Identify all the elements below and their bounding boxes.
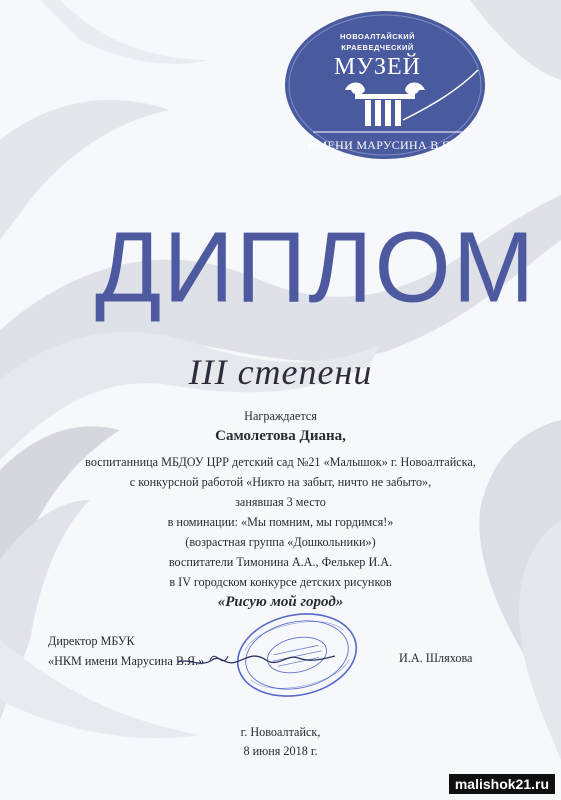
site-watermark: malishok21.ru: [449, 774, 555, 794]
museum-logo: [283, 10, 488, 160]
issue-date: 8 июня 2018 г.: [243, 744, 318, 758]
awarded-label: Награждается: [244, 409, 317, 423]
teachers: воспитатели Тимонина А.А., Фелькер И.А.: [168, 555, 393, 569]
signer-position-line2: «НКМ имени Марусина В.Я.»: [48, 654, 205, 668]
diploma-degree: III степени: [188, 352, 373, 392]
logo-text-line2: КРАЕВЕДЧЕСКИЙ: [341, 43, 414, 52]
awarded-place: занявшая 3 место: [235, 495, 326, 509]
issue-city: г. Новоалтайск,: [240, 725, 321, 739]
signer-position-line1: Директор МБУК: [48, 634, 135, 648]
logo-text-name: ИМЕНИ МАРУСИНА В.Я.: [307, 138, 454, 152]
handwritten-signature: [170, 640, 340, 680]
recipient-name: Самолетова Диана,: [215, 428, 346, 444]
contest-name: в IV городском конкурсе детских рисунков: [169, 575, 392, 589]
recipient-institution: воспитанница МБДОУ ЦРР детский сад №21 «Малышок» г. Новоалтайска,: [85, 455, 476, 469]
age-group: (возрастная группа «Дошкольники»): [185, 535, 376, 549]
diploma-title: ДИПЛОМ: [95, 210, 537, 324]
nomination: в номинации: «Мы помним, мы гордимся!»: [167, 515, 394, 529]
logo-text-line1: НОВОАЛТАЙСКИЙ: [339, 32, 416, 41]
competition-work: с конкурсной работой «Никто на забыт, ничто не забыто»,: [129, 475, 432, 489]
signer-name: И.А. Шляхова: [399, 651, 473, 665]
logo-text-museum: МУЗЕЙ: [333, 54, 422, 80]
contest-theme: «Рисую мой город»: [217, 594, 344, 610]
